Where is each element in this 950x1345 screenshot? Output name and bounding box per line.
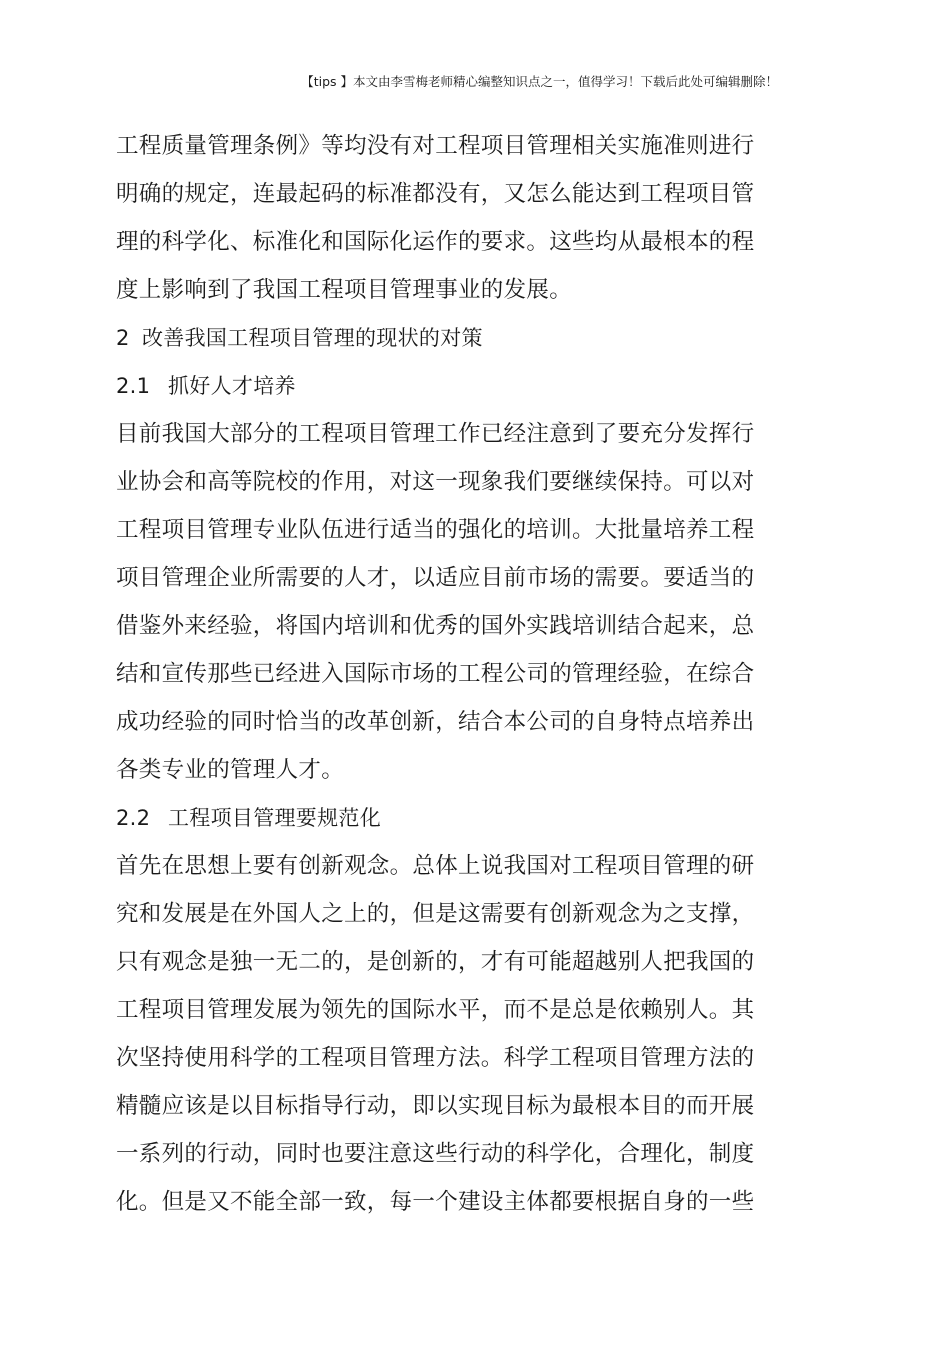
section-heading-2-2 xyxy=(116,794,756,842)
paragraph-line: 各类专业的管理人才。 xyxy=(116,757,345,783)
paragraph-line: 借鉴外来经验，将国内培训和优秀的国外实践培训结合起来，总 xyxy=(116,613,755,639)
paragraph-line: 度上影响到了我国工程项目管理事业的发展。 xyxy=(116,277,573,303)
paragraph-line: 工程项目管理专业队伍进行适当的强化的培训。大批量培养工程 xyxy=(116,517,755,543)
paragraph-line: 项目管理企业所需要的人才，以适应目前市场的需要。要适当的 xyxy=(116,565,755,591)
paragraph-line: 结和宣传那些已经进入国际市场的工程公司的管理经验，在综合 xyxy=(116,661,755,687)
paragraph-line: 目前我国大部分的工程项目管理工作已经注意到了要充分发挥行 xyxy=(116,421,755,447)
paragraph-line: 工程项目管理发展为领先的国际水平，而不是总是依赖别人。其 xyxy=(116,997,755,1023)
paragraph-line: 化。但是又不能全部一致，每一个建设主体都要根据自身的一些 xyxy=(116,1189,755,1215)
section-heading-2-1 xyxy=(116,362,756,410)
section-number: 2 xyxy=(116,326,130,350)
paragraph-line: 业协会和高等院校的作用，对这一现象我们要继续保持。可以对 xyxy=(116,469,755,495)
section-title: 抓好人才培养 xyxy=(168,374,296,398)
section-number: 2.1 xyxy=(116,374,151,398)
paragraph-line: 理的科学化、标准化和国际化运作的要求。这些均从最根本的程 xyxy=(116,229,755,255)
paragraph-line: 明确的规定，连最起码的标准都没有，又怎么能达到工程项目管 xyxy=(116,181,755,207)
paragraph-line: 精髓应该是以目标指导行动，即以实现目标为最根本目的而开展 xyxy=(116,1093,755,1119)
paragraph-line: 首先在思想上要有创新观念。总体上说我国对工程项目管理的研 xyxy=(116,853,755,879)
paragraph-line: 究和发展是在外国人之上的，但是这需要有创新观念为之支撑， xyxy=(116,901,755,927)
section-title: 改善我国工程项目管理的现状的对策 xyxy=(142,326,483,350)
paragraph-line: 次坚持使用科学的工程项目管理方法。科学工程项目管理方法的 xyxy=(116,1045,755,1071)
document-body xyxy=(116,122,756,1226)
paragraph-line: 工程质量管理条例》等均没有对工程项目管理相关实施准则进行 xyxy=(116,133,755,159)
paragraph-line: 一系列的行动，同时也要注意这些行动的科学化，合理化，制度 xyxy=(116,1141,755,1167)
section-heading-2 xyxy=(116,314,756,362)
page-header-tip: 【tips 】本文由李雪梅老师精心编整知识点之一，值得学习！下载后此处可编辑删除！ xyxy=(301,74,778,89)
section-title: 工程项目管理要规范化 xyxy=(168,806,381,830)
paragraph-line: 只有观念是独一无二的，是创新的，才有可能超越别人把我国的 xyxy=(116,949,755,975)
paragraph-line: 成功经验的同时恰当的改革创新，结合本公司的自身特点培养出 xyxy=(116,709,755,735)
section-number: 2.2 xyxy=(116,806,151,830)
